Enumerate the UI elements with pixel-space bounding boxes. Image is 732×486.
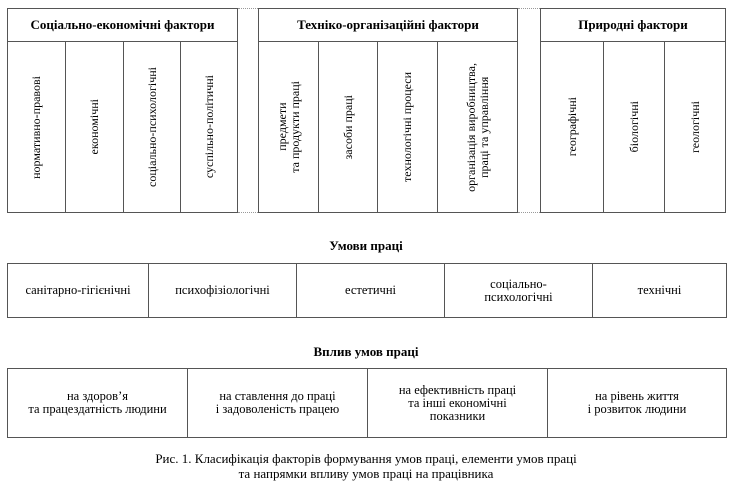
group-header-socioeconomic: Соціально-економічні фактори [7,8,238,42]
factor-cell [437,42,517,212]
influence-cell: на рівень життя і розвиток людини [547,369,726,437]
condition-cell: санітарно-гігієнічні [25,283,131,297]
conditions-title: Умови праці [329,238,403,253]
influence-cell: на здоров’я та працездатність людини [28,389,167,416]
group-items-natural [540,41,726,213]
factor-label: суспільно-політичні [201,75,216,179]
factor-label: географічні [564,97,579,157]
factor-cell [318,42,377,212]
group-header-natural: Природні фактори [540,8,726,42]
factor-cell [8,42,65,212]
factor-label: геологічні [687,101,702,153]
factor-cell [123,42,180,212]
factor-cell [664,42,725,212]
connector-dots [518,212,540,213]
group-items-socioeconomic [7,41,238,213]
condition-cell: соціально- психологічні [444,264,592,317]
connector-dots [238,212,258,213]
factor-label: біологічні [626,101,641,153]
factor-label: організація виробництва, праці та управління [463,62,491,192]
condition-cell: естетичні [296,264,444,317]
factor-cell [259,42,318,212]
factor-label: засоби праці [340,94,355,160]
factor-label: нормативно-правові [29,75,43,179]
group-header-technical: Техніко-організаційні фактори [258,8,518,42]
condition-cell: технічні [592,264,726,317]
influence-title: Вплив умов праці [313,344,419,359]
factor-cell [65,42,123,212]
factor-cell [377,42,437,212]
factor-cell [180,42,237,212]
figure-caption: Рис. 1. Класифікація факторів формування умов праці, елементи умов праці та напрямки впливу умов праці на працівника [155,451,577,481]
factor-label: соціально-психологічні [144,67,159,187]
connector-dots [518,8,540,9]
factor-label: економічні [87,99,101,155]
condition-cell: психофізіологічні [148,264,296,317]
factor-cell [541,42,603,212]
influence-cell: на ефективність праці та інші економічні показники [367,369,547,437]
factor-label: предмети та продукти праці [274,81,302,173]
group-items-technical [258,41,518,213]
influence-cell: на ставлення до праці і задоволеність працею [187,369,367,437]
factor-label: технологічні процеси [400,72,414,182]
conditions-row [7,263,727,318]
connector-dots [238,8,258,9]
influence-row [7,368,727,438]
factor-cell [603,42,664,212]
